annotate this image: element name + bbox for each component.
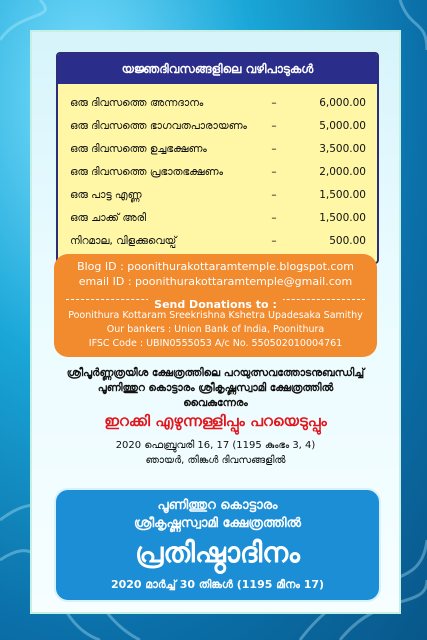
offering-dash: – <box>271 166 277 178</box>
offering-amount: 5,000.00 <box>319 120 366 132</box>
offering-dash: – <box>271 212 277 224</box>
pratishta-line-2: ശ്രീകൃഷ്ണസ്വാമി ക്ഷേത്രത്തിൽ <box>133 516 302 531</box>
offering-dash: – <box>271 143 277 155</box>
offering-row <box>70 163 368 181</box>
pratishta-line-1: പൂണിത്തുറ കൊട്ടാരം <box>157 498 278 513</box>
offering-name: ഒരു ദിവസത്തെ ഉച്ചഭക്ഷണം <box>70 142 207 155</box>
announcement-line-2: പൂണിത്തുറ കൊട്ടാരം ശ്രീകൃഷ്ണസ്വാമി ക്ഷേത്രത്തിൽ <box>97 382 334 394</box>
ifsc-account: IFSC Code : UBIN0555053 A/c No. 550502010004761 <box>88 338 343 349</box>
offering-name: നിറമാല, വിളക്കുവെയ്പ് <box>70 234 177 247</box>
offering-amount: 6,000.00 <box>319 97 366 109</box>
festival-days: ഞായർ, തിങ്കൾ ദിവസങ്ങളിൽ <box>145 455 286 466</box>
offerings-title: യജ്ഞദിവസങ്ങളിലെ വഴിപാടുകൾ <box>58 54 377 84</box>
offering-amount: 3,500.00 <box>319 143 366 155</box>
offering-name: ഒരു പാട്ട എണ്ണ <box>70 188 142 201</box>
pratishta-title: പ്രതിഷ്ഠാദിനം <box>135 536 300 569</box>
offerings-box <box>56 52 379 264</box>
blog-id: Blog ID : poonithurakottaramtemple.blogspot.com <box>77 260 354 273</box>
send-donations-label: Send Donations to : <box>148 299 283 311</box>
bank-name: Our bankers : Union Bank of India, Poonithura <box>106 324 325 335</box>
offering-amount: 2,000.00 <box>319 166 366 178</box>
offering-row <box>70 232 368 250</box>
offering-row <box>70 117 368 135</box>
offering-dash: – <box>271 97 277 109</box>
offering-dash: – <box>271 189 277 201</box>
offering-dash: – <box>271 120 277 132</box>
announcement-line-3: വൈകുന്നേരം <box>183 397 248 409</box>
offering-name: ഒരു ദിവസത്തെ അന്നദാനം <box>70 96 204 109</box>
offering-row <box>70 94 368 112</box>
offering-row <box>70 209 368 227</box>
offering-amount: 500.00 <box>329 235 366 247</box>
offering-row <box>70 186 368 204</box>
content-card <box>30 30 401 614</box>
festival-date: 2020 ഫെബ്രുവരി 16, 17 (1195 കുംഭം 3, 4) <box>115 440 316 451</box>
email-id: email ID : poonithurakottaramtemple@gmail.com <box>78 275 353 288</box>
offering-amount: 1,500.00 <box>319 189 366 201</box>
procession-title: ഇറക്കി എഴുന്നള്ളിപ്പും പറയെടുപ്പും <box>104 412 327 430</box>
offering-name: ഒരു ചാക്ക് അരി <box>70 211 147 224</box>
announcement-line-1: ശ്രീപൂർണ്ണത്രയീശ ക്ഷേത്രത്തിലെ പറയുത്സവത്തോടനുബന്ധിച്ച് <box>66 367 365 379</box>
organization-name: Poonithura Kottaram Sreekrishna Kshetra Upadesaka Samithy <box>68 310 363 321</box>
offering-name: ഒരു ദിവസത്തെ ഭാഗവതപാരായണം <box>70 119 247 132</box>
offering-amount: 1,500.00 <box>319 212 366 224</box>
donation-box <box>54 254 377 357</box>
pratishta-box <box>54 488 381 602</box>
offering-name: ഒരു ദിവസത്തെ പ്രഭാതഭക്ഷണം <box>70 165 223 178</box>
send-donations-bar <box>66 293 365 311</box>
offering-row <box>70 140 368 158</box>
offering-dash: – <box>271 235 277 247</box>
pratishta-date: 2020 മാർച്ച് 30 തിങ്കൾ (1195 മീനം 17) <box>110 578 325 591</box>
